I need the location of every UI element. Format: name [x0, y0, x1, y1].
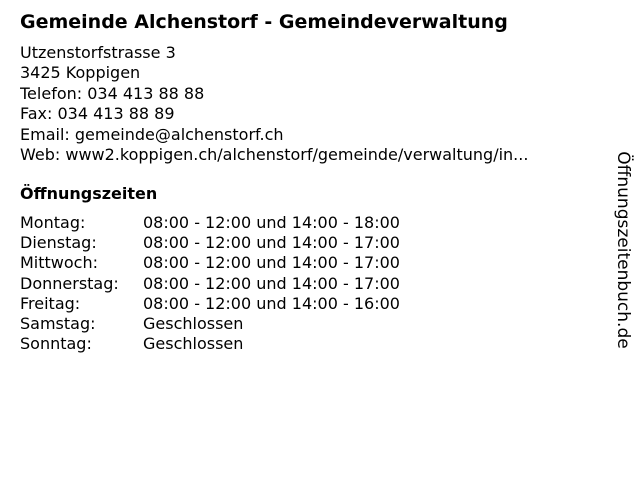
address-street: Utzenstorfstrasse 3 — [20, 43, 176, 62]
brand-watermark: Öffnungszeitenbuch.de — [613, 151, 633, 349]
hours-time: Geschlossen — [143, 334, 244, 354]
hours-time: Geschlossen — [143, 314, 244, 334]
hours-day: Donnerstag: — [20, 273, 119, 293]
fax-number: Fax: 034 413 88 89 — [20, 104, 175, 124]
address-block — [20, 43, 590, 165]
opening-hours-table — [20, 213, 400, 354]
hours-day: Freitag: — [20, 293, 81, 313]
email-address: Email: gemeinde@alchenstorf.ch — [20, 124, 284, 144]
hours-time: 08:00 - 12:00 und 14:00 - 16:00 — [143, 293, 400, 313]
hours-day: Montag: — [20, 213, 86, 232]
hours-row-saturday — [20, 314, 400, 334]
hours-row-tuesday — [20, 233, 400, 253]
page-title: Gemeinde Alchenstorf - Gemeindeverwaltung — [20, 11, 508, 33]
hours-day: Samstag: — [20, 314, 96, 334]
opening-hours-heading: Öffnungszeiten — [20, 184, 158, 203]
hours-row-friday — [20, 294, 400, 314]
address-city: 3425 Koppigen — [20, 63, 141, 83]
hours-row-wednesday — [20, 253, 400, 273]
hours-time: 08:00 - 12:00 und 14:00 - 17:00 — [143, 233, 400, 253]
hours-row-thursday — [20, 274, 400, 294]
hours-day: Mittwoch: — [20, 253, 98, 273]
hours-time: 08:00 - 12:00 und 14:00 - 17:00 — [143, 253, 400, 273]
hours-row-monday — [20, 213, 400, 233]
hours-day: Sonntag: — [20, 334, 92, 354]
hours-time: 08:00 - 12:00 und 14:00 - 18:00 — [143, 213, 400, 232]
phone-number: Telefon: 034 413 88 88 — [20, 83, 205, 103]
hours-time: 08:00 - 12:00 und 14:00 - 17:00 — [143, 273, 400, 293]
hours-row-sunday — [20, 334, 400, 354]
website-url: Web: www2.koppigen.ch/alchenstorf/gemeinde/verwaltung/in... — [20, 145, 529, 165]
hours-day: Dienstag: — [20, 233, 97, 253]
